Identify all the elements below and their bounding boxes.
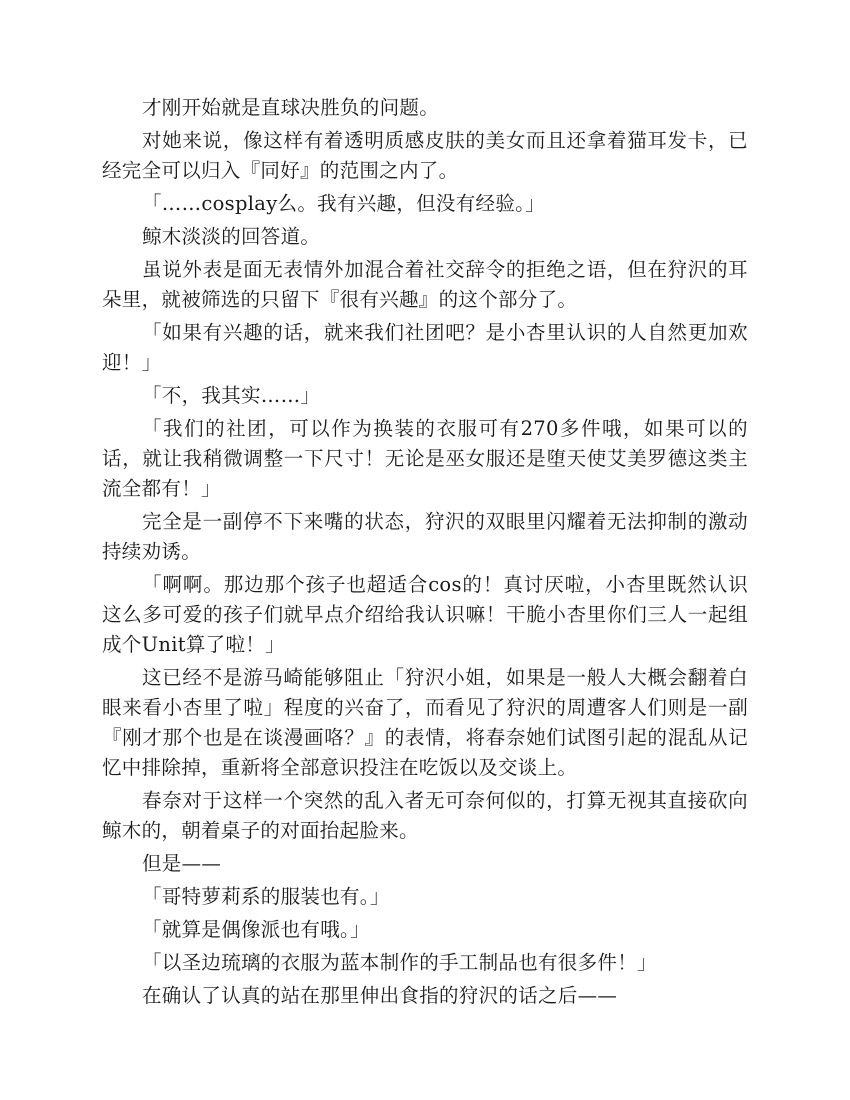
paragraph: 鲸木淡淡的回答道。 xyxy=(142,225,321,248)
document-page xyxy=(102,93,748,1014)
paragraph: 「如果有兴趣的话，就来我们社团吧？是小杏里认识的人自然更加欢迎！」 xyxy=(102,321,748,374)
paragraph: 「以圣边琉璃的衣服为蓝本制作的手工制品也有很多件！」 xyxy=(142,951,657,974)
paragraph: 「就算是偶像派也有哦。」 xyxy=(142,918,370,941)
paragraph: 这已经不是游马崎能够阻止「狩沢小姐，如果是一般人大概会翻着白眼来看小杏里了啦」程度的兴奋了，而看见了狩沢的周遭客人们则是一副『刚才那个也是在谈漫画咯？』的表情，将春奈她们试图引起的混乱从记忆中排除掉，重新将全部意识投注在吃饭以及交谈上。 xyxy=(102,666,748,779)
paragraph: 但是—— xyxy=(142,852,222,875)
paragraph: 春奈对于这样一个突然的乱入者无可奈何似的，打算无视其直接砍向鲸木的，朝着桌子的对面抬起脸来。 xyxy=(102,789,748,842)
paragraph: 虽说外表是面无表情外加混合着社交辞令的拒绝之语，但在狩沢的耳朵里，就被筛选的只留下『很有兴趣』的这个部分了。 xyxy=(102,258,748,311)
paragraph: 「我们的社团，可以作为换装的衣服可有270多件哦，如果可以的话，就让我稍微调整一下尺寸！无论是巫女服还是堕天使艾美罗德这类主流全都有！」 xyxy=(102,417,748,500)
paragraph: 在确认了认真的站在那里伸出食指的狩沢的话之后—— xyxy=(142,984,618,1007)
paragraph: 完全是一副停不下来嘴的状态，狩沢的双眼里闪耀着无法抑制的激动持续劝诱。 xyxy=(102,510,748,563)
paragraph: 对她来说，像这样有着透明质感皮肤的美女而且还拿着猫耳发卡，已经完全可以归入『同好』的范围之内了。 xyxy=(102,129,748,182)
paragraph: 「不，我其实……」 xyxy=(142,384,321,407)
paragraph: 才刚开始就是直球决胜负的问题。 xyxy=(142,96,440,119)
paragraph: 「啊啊。那边那个孩子也超适合cos的！真讨厌啦，小杏里既然认识这么多可爱的孩子们就早点介绍给我认识嘛！干脆小杏里你们三人一起组成个Unit算了啦！」 xyxy=(102,573,748,656)
paragraph: 「哥特萝莉系的服装也有。」 xyxy=(142,885,390,908)
paragraph: 「……cosplay么。我有兴趣，但没有经验。」 xyxy=(142,192,545,215)
